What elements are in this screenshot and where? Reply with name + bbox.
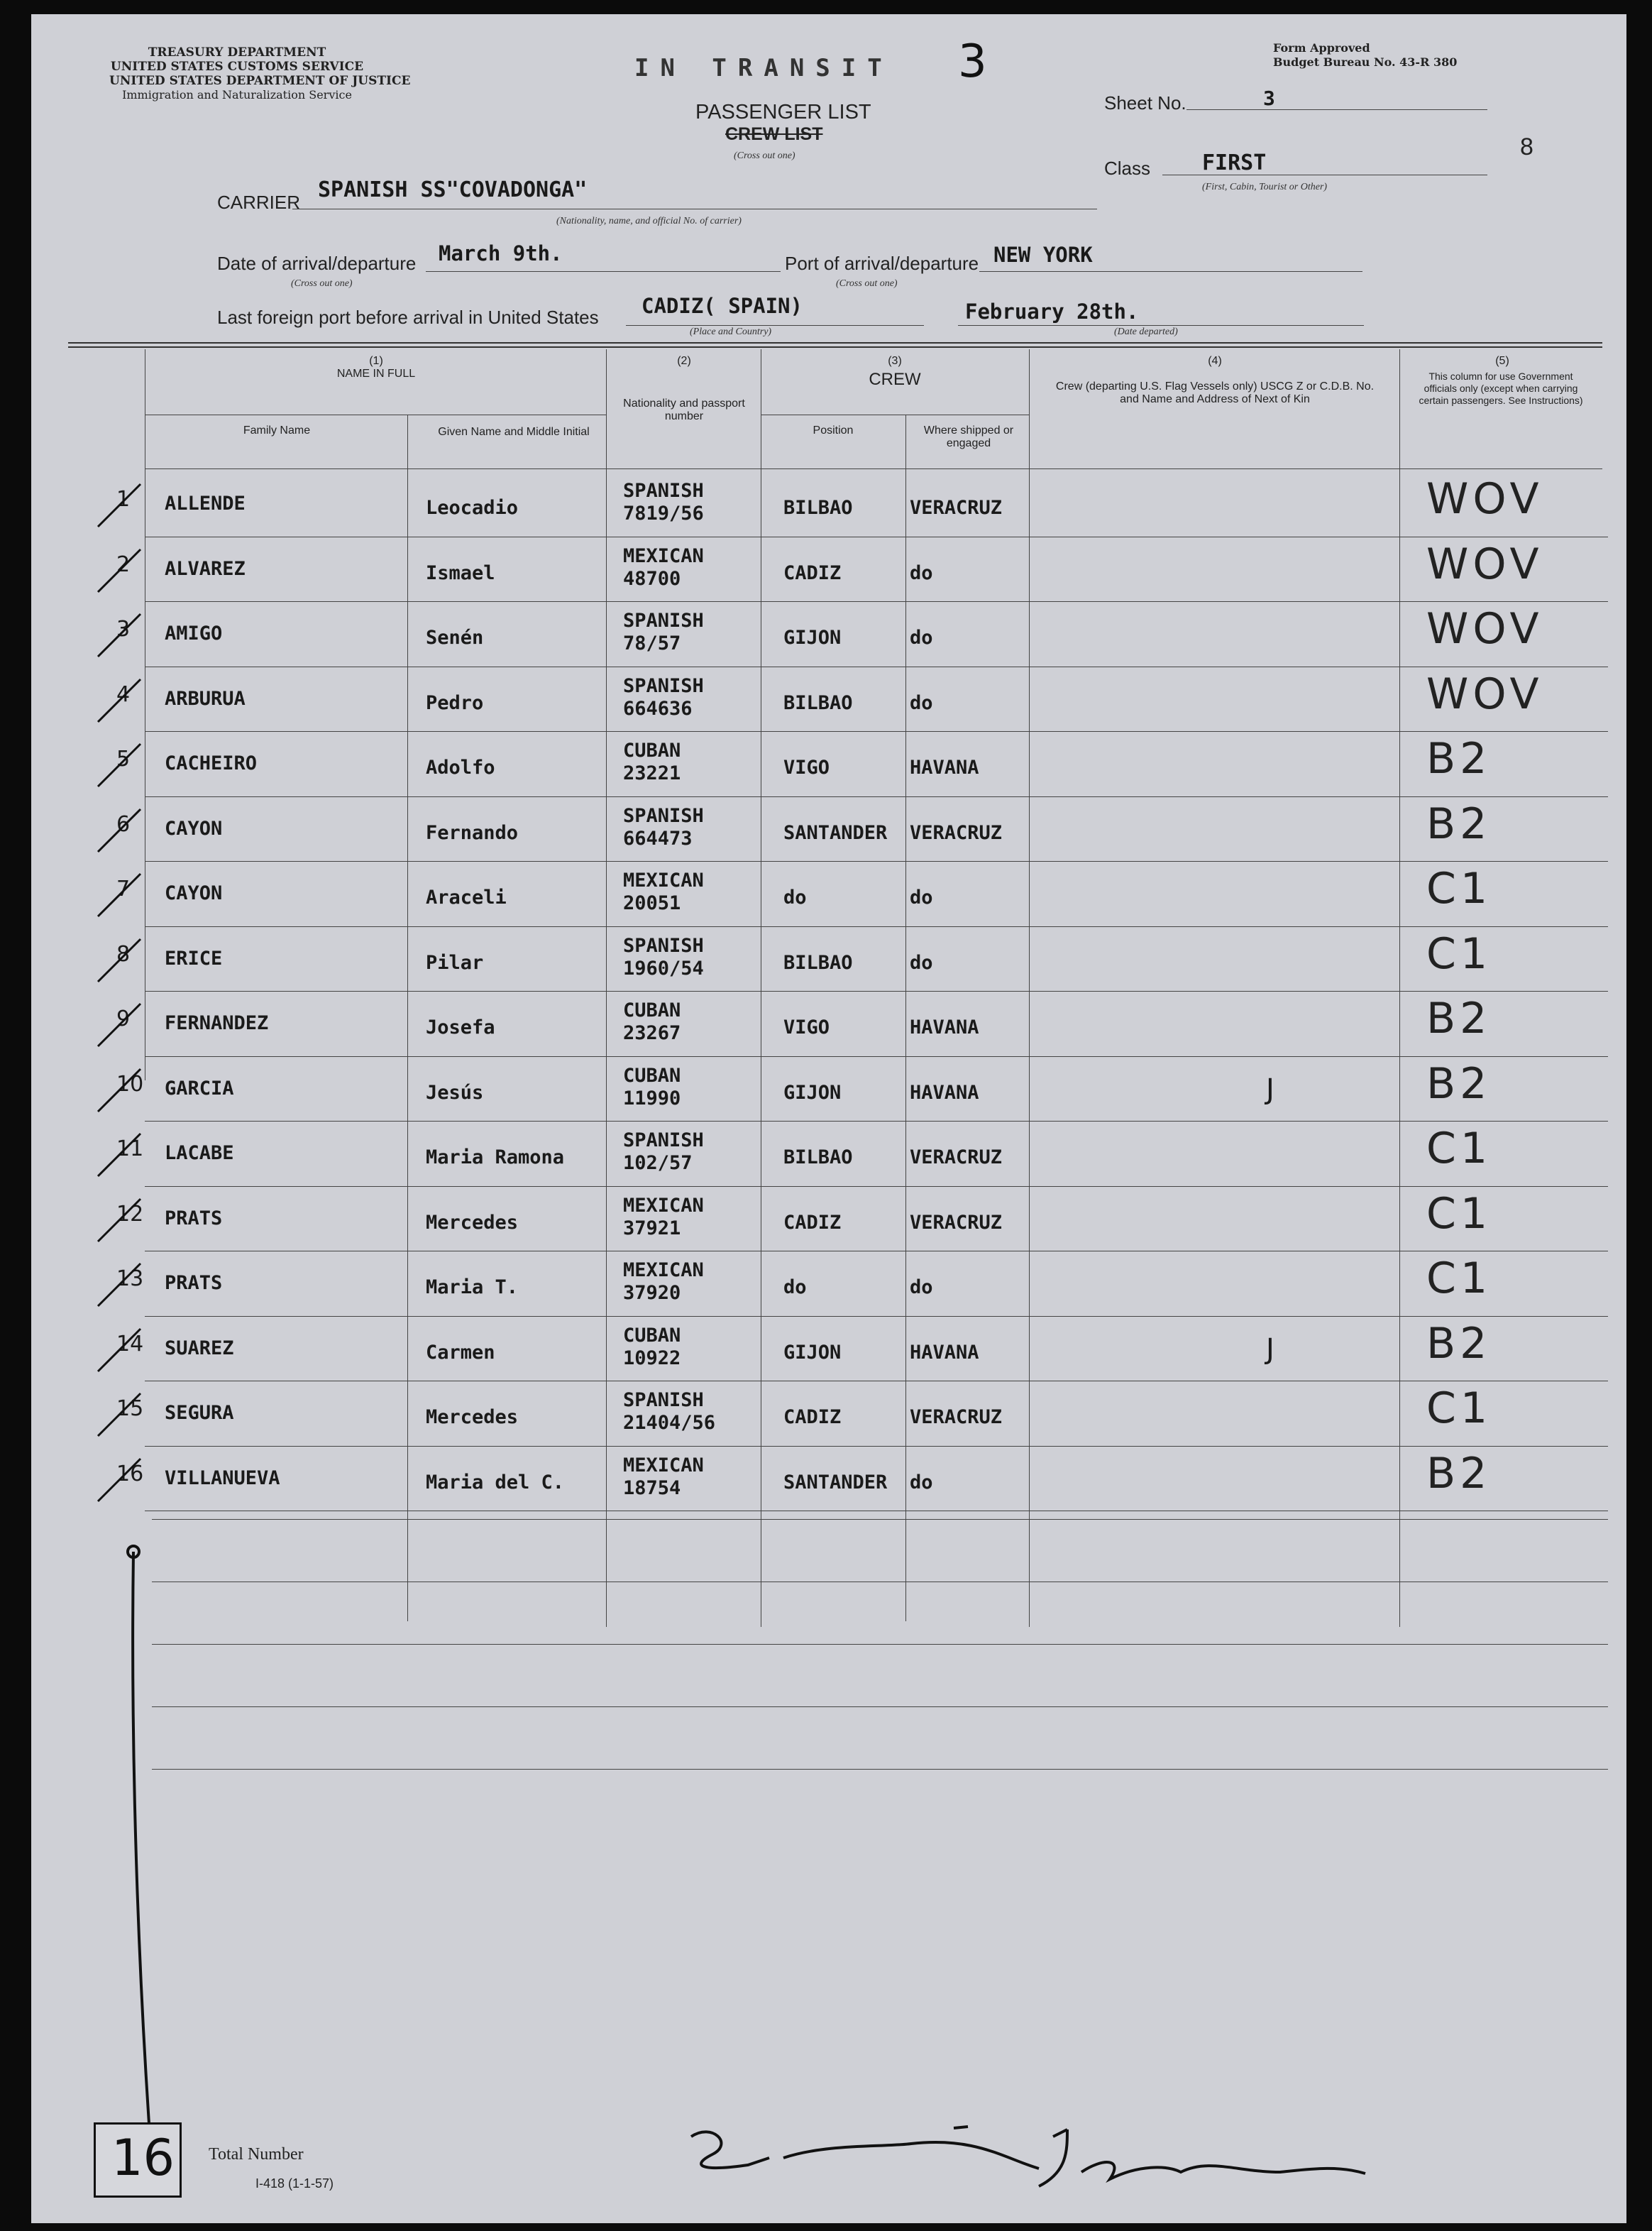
passport-number: 23221 <box>623 762 681 784</box>
port-label: Port of arrival/departure <box>785 253 979 274</box>
title-passenger-list: PASSENGER LIST <box>695 101 871 124</box>
official-code: C1 <box>1426 928 1492 979</box>
row-number: 2 <box>116 552 131 577</box>
family-name: GARCIA <box>165 1077 234 1100</box>
nationality: SPANISH <box>623 804 704 827</box>
official-code: B2 <box>1426 1318 1492 1369</box>
pen-stroke-line <box>109 1540 166 2179</box>
given-name: Ismael <box>426 561 495 584</box>
given-name-header: Given Name and Middle Initial <box>438 426 590 438</box>
form-approved-line-1: Form Approved <box>1273 41 1370 55</box>
nationality: SPANISH <box>623 674 704 697</box>
form-id: I-418 (1-1-57) <box>255 2176 334 2191</box>
where-shipped: do <box>910 691 933 714</box>
official-code: WOV <box>1426 669 1543 719</box>
official-code: WOV <box>1426 474 1543 524</box>
col-2-title: Nationality and passport number <box>623 398 745 422</box>
row-number: 15 <box>116 1396 144 1421</box>
check-mark-icon <box>91 1386 148 1443</box>
class-label: Class <box>1104 158 1151 179</box>
col4-mark: J <box>1266 1332 1274 1366</box>
carrier-label: CARRIER <box>217 192 301 213</box>
crew-position: BILBAO <box>783 691 853 714</box>
official-code: C1 <box>1426 1188 1492 1239</box>
passport-number: 23267 <box>623 1022 681 1044</box>
col-2-number: (2) <box>677 355 691 367</box>
date-value: March 9th. <box>439 241 563 265</box>
table-row <box>31 1447 1626 1513</box>
empty-row-line <box>152 1519 1608 1520</box>
sheet-number-label: Sheet No. <box>1104 92 1186 114</box>
check-mark-icon <box>91 672 148 729</box>
table-row <box>31 603 1626 668</box>
check-mark-icon <box>91 1256 148 1313</box>
nationality: MEXICAN <box>623 870 704 892</box>
passport-number: 102/57 <box>623 1152 693 1174</box>
form-approved <box>1273 41 1457 70</box>
row-divider <box>145 601 1608 602</box>
nationality: CUBAN <box>623 740 681 762</box>
where-shipped: do <box>910 561 933 584</box>
passport-number: 1960/54 <box>623 957 704 980</box>
table-row <box>31 668 1626 733</box>
agency-line-4: Immigration and Naturalization Service <box>122 88 352 102</box>
official-code: WOV <box>1426 604 1543 654</box>
table-row <box>31 1122 1626 1188</box>
given-name: Fernando <box>426 821 519 844</box>
nationality: MEXICAN <box>623 1259 704 1281</box>
family-name: ERICE <box>165 947 223 970</box>
nationality: SPANISH <box>623 480 704 502</box>
official-code: C1 <box>1426 864 1492 914</box>
row-divider <box>145 796 1608 797</box>
empty-row-line <box>152 1706 1608 1707</box>
where-shipped: do <box>910 627 933 649</box>
given-name: Araceli <box>426 887 507 909</box>
row-divider <box>145 1446 1608 1447</box>
nationality: CUBAN <box>623 1064 681 1087</box>
nationality: MEXICAN <box>623 1194 704 1217</box>
where-shipped: VERACRUZ <box>910 821 1003 844</box>
passport-number: 48700 <box>623 567 681 590</box>
where-shipped-header: Where shipped or engaged <box>923 424 1014 449</box>
check-mark-icon <box>91 1452 148 1508</box>
official-code: C1 <box>1426 1254 1492 1303</box>
given-name: Adolfo <box>426 757 495 779</box>
handwritten-three: 3 <box>958 35 987 88</box>
where-shipped: VERACRUZ <box>910 1211 1003 1234</box>
given-name: Maria T. <box>426 1276 519 1298</box>
table-row <box>31 1317 1626 1383</box>
family-name: ARBURUA <box>165 687 246 710</box>
table-row <box>31 473 1626 538</box>
total-number-box <box>94 2122 182 2198</box>
class-value: FIRST <box>1202 150 1267 175</box>
header-bottom-rule <box>145 468 1602 469</box>
row-number: 8 <box>116 941 131 967</box>
crew-position: CADIZ <box>783 561 842 584</box>
row-divider <box>145 926 1608 927</box>
where-shipped: do <box>910 951 933 974</box>
table-row <box>31 992 1626 1058</box>
official-code: WOV <box>1426 539 1543 589</box>
table-row <box>31 798 1626 863</box>
row-number: 11 <box>116 1136 144 1161</box>
col-3-title: CREW <box>869 370 921 389</box>
check-mark-icon <box>91 1062 148 1119</box>
col-5-number: (5) <box>1495 355 1509 367</box>
crew-position: SANTANDER <box>783 1471 888 1493</box>
nationality: SPANISH <box>623 934 704 957</box>
agency-line-2: UNITED STATES CUSTOMS SERVICE <box>110 60 364 74</box>
crew-position: CADIZ <box>783 1211 842 1234</box>
family-name: FERNANDEZ <box>165 1012 269 1034</box>
given-name: Mercedes <box>426 1211 519 1234</box>
crew-position: GIJON <box>783 1081 842 1104</box>
crew-position: BILBAO <box>783 951 853 974</box>
last-port-label: Last foreign port before arrival in United States <box>217 307 599 328</box>
given-name: Maria Ramona <box>426 1146 565 1168</box>
family-name: SUAREZ <box>165 1337 234 1359</box>
passport-number: 37920 <box>623 1282 681 1304</box>
nationality: CUBAN <box>623 1324 681 1347</box>
row-divider <box>145 991 1608 992</box>
official-code: B2 <box>1426 799 1492 849</box>
port-note: (Cross out one) <box>836 278 898 289</box>
where-shipped: do <box>910 887 933 909</box>
crew-position: do <box>783 1276 807 1298</box>
total-number-value: 16 <box>111 2129 175 2187</box>
position-header: Position <box>813 424 854 437</box>
col-4-title: Crew (departing U.S. Flag Vessels only) USCG Z or C.D.B. No. and Name and Address of Next of Kin <box>1055 380 1375 405</box>
given-name: Josefa <box>426 1016 495 1038</box>
sheet-number-value: 3 <box>1263 87 1275 110</box>
col-4-number: (4) <box>1208 355 1222 367</box>
where-shipped: do <box>910 1276 933 1298</box>
where-shipped: HAVANA <box>910 1016 979 1038</box>
date-note: (Cross out one) <box>291 278 353 289</box>
table-row <box>31 1382 1626 1447</box>
carrier-note: (Nationality, name, and official No. of carrier) <box>556 216 742 226</box>
family-name-header: Family Name <box>243 424 311 437</box>
crew-position: GIJON <box>783 627 842 649</box>
row-divider <box>145 861 1608 862</box>
total-number-label: Total Number <box>209 2145 304 2164</box>
agency-line-3: UNITED STATES DEPARTMENT OF JUSTICE <box>109 74 411 88</box>
col-1-title: NAME IN FULL <box>336 368 416 380</box>
check-mark-icon <box>91 542 148 599</box>
table-row <box>31 1252 1626 1317</box>
family-name: LACABE <box>165 1142 234 1164</box>
passport-number: 20051 <box>623 892 681 914</box>
official-code: B2 <box>1426 1448 1492 1498</box>
passport-number: 37921 <box>623 1217 681 1239</box>
check-mark-icon <box>91 997 148 1053</box>
agency-line-1: TREASURY DEPARTMENT <box>148 45 326 60</box>
official-code: B2 <box>1426 994 1492 1043</box>
row-number: 7 <box>116 877 131 901</box>
passport-number: 18754 <box>623 1476 681 1499</box>
last-port-note: (Place and Country) <box>690 327 772 337</box>
row-divider <box>145 1121 1608 1122</box>
row-number: 13 <box>116 1266 144 1291</box>
table-top-rule <box>68 342 1602 344</box>
row-number: 5 <box>116 747 131 772</box>
family-name: ALLENDE <box>165 493 246 515</box>
family-name: PRATS <box>165 1207 223 1229</box>
row-divider <box>145 1316 1608 1317</box>
table-row <box>31 538 1626 603</box>
where-shipped: VERACRUZ <box>910 1406 1003 1428</box>
where-shipped: HAVANA <box>910 757 979 779</box>
check-mark-icon <box>91 1322 148 1378</box>
empty-row-line <box>152 1644 1608 1645</box>
check-mark-icon <box>91 1127 148 1183</box>
nationality: SPANISH <box>623 1389 704 1411</box>
official-code: C1 <box>1426 1383 1492 1433</box>
col-1-number: (1) <box>369 355 383 367</box>
given-name: Maria del C. <box>426 1471 565 1493</box>
port-value: NEW YORK <box>993 243 1093 267</box>
row-divider <box>145 1186 1608 1187</box>
crew-position: CADIZ <box>783 1406 842 1428</box>
row-number: 16 <box>116 1461 144 1486</box>
where-shipped: HAVANA <box>910 1081 979 1104</box>
col4-mark: J <box>1266 1073 1274 1106</box>
passport-number: 78/57 <box>623 632 681 654</box>
family-name: SEGURA <box>165 1402 234 1424</box>
row-number: 3 <box>116 617 131 642</box>
row-number: 1 <box>116 487 131 512</box>
crew-position: SANTANDER <box>783 821 888 844</box>
last-port-value: CADIZ( SPAIN) <box>641 294 803 318</box>
date-departed-note: (Date departed) <box>1114 327 1178 337</box>
official-code: B2 <box>1426 1058 1492 1109</box>
family-name: CACHEIRO <box>165 752 258 774</box>
row-number: 10 <box>116 1071 144 1097</box>
where-shipped: do <box>910 1471 933 1493</box>
passport-number: 664636 <box>623 697 693 720</box>
given-name: Carmen <box>426 1341 495 1364</box>
row-divider <box>145 731 1608 732</box>
table-row <box>31 862 1626 928</box>
family-name: ALVAREZ <box>165 557 246 580</box>
class-note: (First, Cabin, Tourist or Other) <box>1202 182 1328 192</box>
nationality: SPANISH <box>623 1129 704 1151</box>
table-row <box>31 733 1626 798</box>
check-mark-icon <box>91 1192 148 1249</box>
family-name: AMIGO <box>165 623 223 645</box>
row-number: 6 <box>116 811 131 837</box>
table-row <box>31 928 1626 993</box>
check-mark-icon <box>91 932 148 989</box>
passport-number: 11990 <box>623 1087 681 1109</box>
given-name: Senén <box>426 627 484 649</box>
budget-bureau-number: Budget Bureau No. 43-R 380 <box>1273 55 1458 69</box>
passport-number: 7819/56 <box>623 503 704 525</box>
row-number: 9 <box>116 1007 131 1031</box>
title-cross-out-note: (Cross out one) <box>734 150 795 161</box>
check-mark-icon <box>91 867 148 923</box>
col-1-header <box>148 355 605 380</box>
nationality: SPANISH <box>623 610 704 632</box>
table-row <box>31 1058 1626 1123</box>
passenger-list-form <box>31 14 1626 2223</box>
family-name: CAYON <box>165 817 223 840</box>
nationality: MEXICAN <box>623 1454 704 1476</box>
nationality: MEXICAN <box>623 544 704 567</box>
crew-position: VIGO <box>783 757 830 779</box>
col-5-title: This column for use Government officials only (except when carrying certain passengers. See Instructions) <box>1419 371 1583 406</box>
given-name: Mercedes <box>426 1406 519 1428</box>
official-code: C1 <box>1426 1124 1492 1173</box>
passport-number: 664473 <box>623 827 693 850</box>
page-number: 8 <box>1520 133 1533 160</box>
date-departed-value: February 28th. <box>965 300 1139 324</box>
col-3-number: (3) <box>888 355 902 367</box>
family-name: CAYON <box>165 882 223 904</box>
crew-position: do <box>783 887 807 909</box>
official-code: B2 <box>1426 734 1492 784</box>
given-name: Pedro <box>426 691 484 714</box>
crew-position: GIJON <box>783 1341 842 1364</box>
where-shipped: VERACRUZ <box>910 1146 1003 1168</box>
crew-position: VIGO <box>783 1016 830 1038</box>
where-shipped: VERACRUZ <box>910 497 1003 519</box>
crew-position: BILBAO <box>783 497 853 519</box>
row-number: 4 <box>116 681 131 707</box>
nationality: CUBAN <box>623 999 681 1021</box>
given-name: Leocadio <box>426 497 519 519</box>
passport-number: 21404/56 <box>623 1412 716 1434</box>
check-mark-icon <box>91 802 148 859</box>
table-row <box>31 1188 1626 1253</box>
agency-header <box>109 45 411 102</box>
given-name: Pilar <box>426 951 484 974</box>
row-number: 12 <box>116 1201 144 1227</box>
passport-number: 10922 <box>623 1347 681 1369</box>
in-transit-stamp: IN TRANSIT <box>634 54 893 82</box>
given-name: Jesús <box>426 1081 484 1104</box>
family-name: PRATS <box>165 1272 223 1294</box>
check-mark-icon <box>91 607 148 664</box>
check-mark-icon <box>91 737 148 794</box>
carrier-value: SPANISH SS"COVADONGA" <box>318 177 588 202</box>
date-label: Date of arrival/departure <box>217 253 417 274</box>
family-name: VILLANUEVA <box>165 1467 280 1489</box>
empty-row-line <box>152 1769 1608 1770</box>
col-3-header <box>762 355 1028 392</box>
row-divider <box>145 1056 1608 1057</box>
official-signature <box>670 2115 1408 2193</box>
row-number: 14 <box>116 1331 144 1356</box>
crew-position: BILBAO <box>783 1146 853 1168</box>
where-shipped: HAVANA <box>910 1341 979 1364</box>
title-crew-list-struck: CREW LIST <box>725 124 823 144</box>
check-mark-icon <box>91 477 148 534</box>
